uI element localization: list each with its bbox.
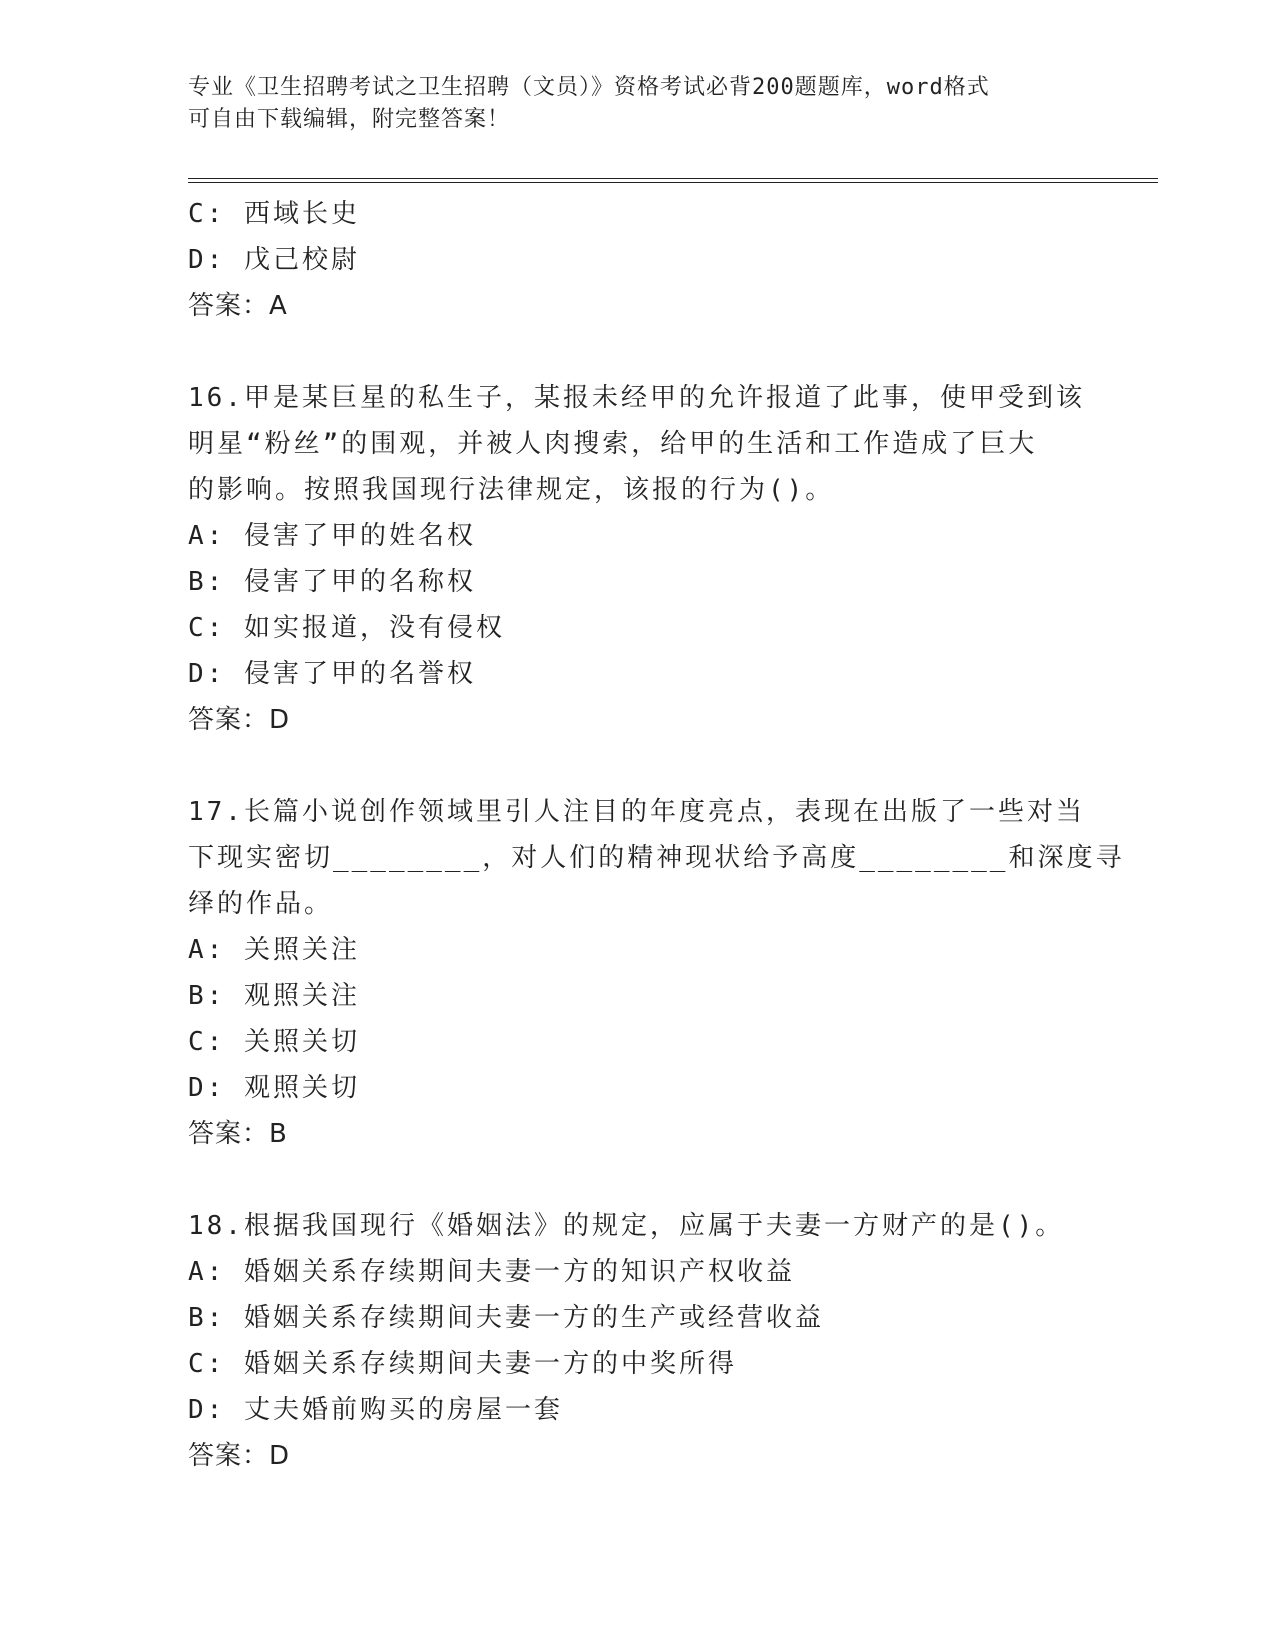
option-text: 如实报道，没有侵权 [243,613,505,643]
answer-value: D [269,1441,291,1471]
question-18 [188,1203,1138,1479]
header-line-1: 专业《卫生招聘考试之卫生招聘（文员）》资格考试必背200题题库，word格式 [188,75,990,100]
answer-label: 答案： [188,1441,270,1471]
answer-value: A [269,291,288,321]
option-a [188,927,1138,973]
answer-label: 答案： [188,705,270,735]
option-label: B: [188,981,226,1011]
option-a [188,1249,1138,1295]
option-text: 西域长史 [243,199,360,229]
option-text: 丈夫婚前购买的房屋一套 [243,1395,563,1425]
question-text-line: 16.甲是某巨星的私生子，某报未经甲的允许报道了此事，使甲受到该 [188,383,1085,413]
option-label: D: [188,659,226,689]
option-b [188,973,1138,1019]
answer-line [188,1433,1138,1479]
answer-line [188,1111,1138,1157]
option-text: 侵害了甲的姓名权 [243,521,476,551]
option-label: C: [188,1349,226,1379]
option-label: B: [188,567,226,597]
answer-label: 答案： [188,1119,270,1149]
option-label: C: [188,199,226,229]
question-16 [188,375,1138,743]
option-text: 婚姻关系存续期间夫妻一方的知识产权收益 [243,1257,795,1287]
option-label: A: [188,521,226,551]
question-text-line: 的影响。按照我国现行法律规定，该报的行为()。 [188,475,835,505]
option-label: C: [188,613,226,643]
option-label: D: [188,1073,226,1103]
option-text: 戊己校尉 [243,245,360,275]
answer-line [188,283,1138,329]
question-15-continued [188,191,1138,329]
option-c [188,1341,1138,1387]
option-b [188,1295,1138,1341]
option-c [188,605,1138,651]
answer-line [188,697,1138,743]
option-text: 婚姻关系存续期间夫妻一方的中奖所得 [243,1349,737,1379]
answer-value: D [269,705,291,735]
question-text-line: 明星“粉丝”的围观，并被人肉搜索，给甲的生活和工作造成了巨大 [188,429,1038,459]
option-text: 关照关切 [243,1027,360,1057]
question-text-line: 18.根据我国现行《婚姻法》的规定，应属于夫妻一方财产的是()。 [188,1211,1065,1241]
document-body [188,191,1138,1479]
option-label: B: [188,1303,226,1333]
option-text: 婚姻关系存续期间夫妻一方的生产或经营收益 [243,1303,824,1333]
option-d [188,1387,1138,1433]
header-line-2: 可自由下载编辑，附完整答案！ [188,107,511,132]
option-label: A: [188,935,226,965]
option-text: 观照关注 [243,981,360,1011]
question-text-line: 17.长篇小说创作领域里引人注目的年度亮点，表现在出版了一些对当 [188,797,1085,827]
option-label: D: [188,1395,226,1425]
option-label: C: [188,1027,226,1057]
answer-label: 答案： [188,291,270,321]
option-text: 观照关切 [243,1073,360,1103]
option-text: 侵害了甲的名誉权 [243,659,476,689]
option-text: 关照关注 [243,935,360,965]
option-d [188,237,1138,283]
option-d [188,1065,1138,1111]
header-divider-top [188,178,1158,179]
document-header [188,72,1088,136]
header-divider-bottom [188,182,1158,183]
question-text-line: 绎的作品。 [188,889,334,919]
answer-value: B [269,1119,288,1149]
option-c [188,191,1138,237]
option-b [188,559,1138,605]
option-a [188,513,1138,559]
option-text: 侵害了甲的名称权 [243,567,476,597]
option-c [188,1019,1138,1065]
question-17 [188,789,1138,1157]
option-label: A: [188,1257,226,1287]
option-label: D: [188,245,226,275]
option-d [188,651,1138,697]
question-text-line: 下现实密切________，对人们的精神现状给予高度________和深度寻 [188,843,1125,873]
